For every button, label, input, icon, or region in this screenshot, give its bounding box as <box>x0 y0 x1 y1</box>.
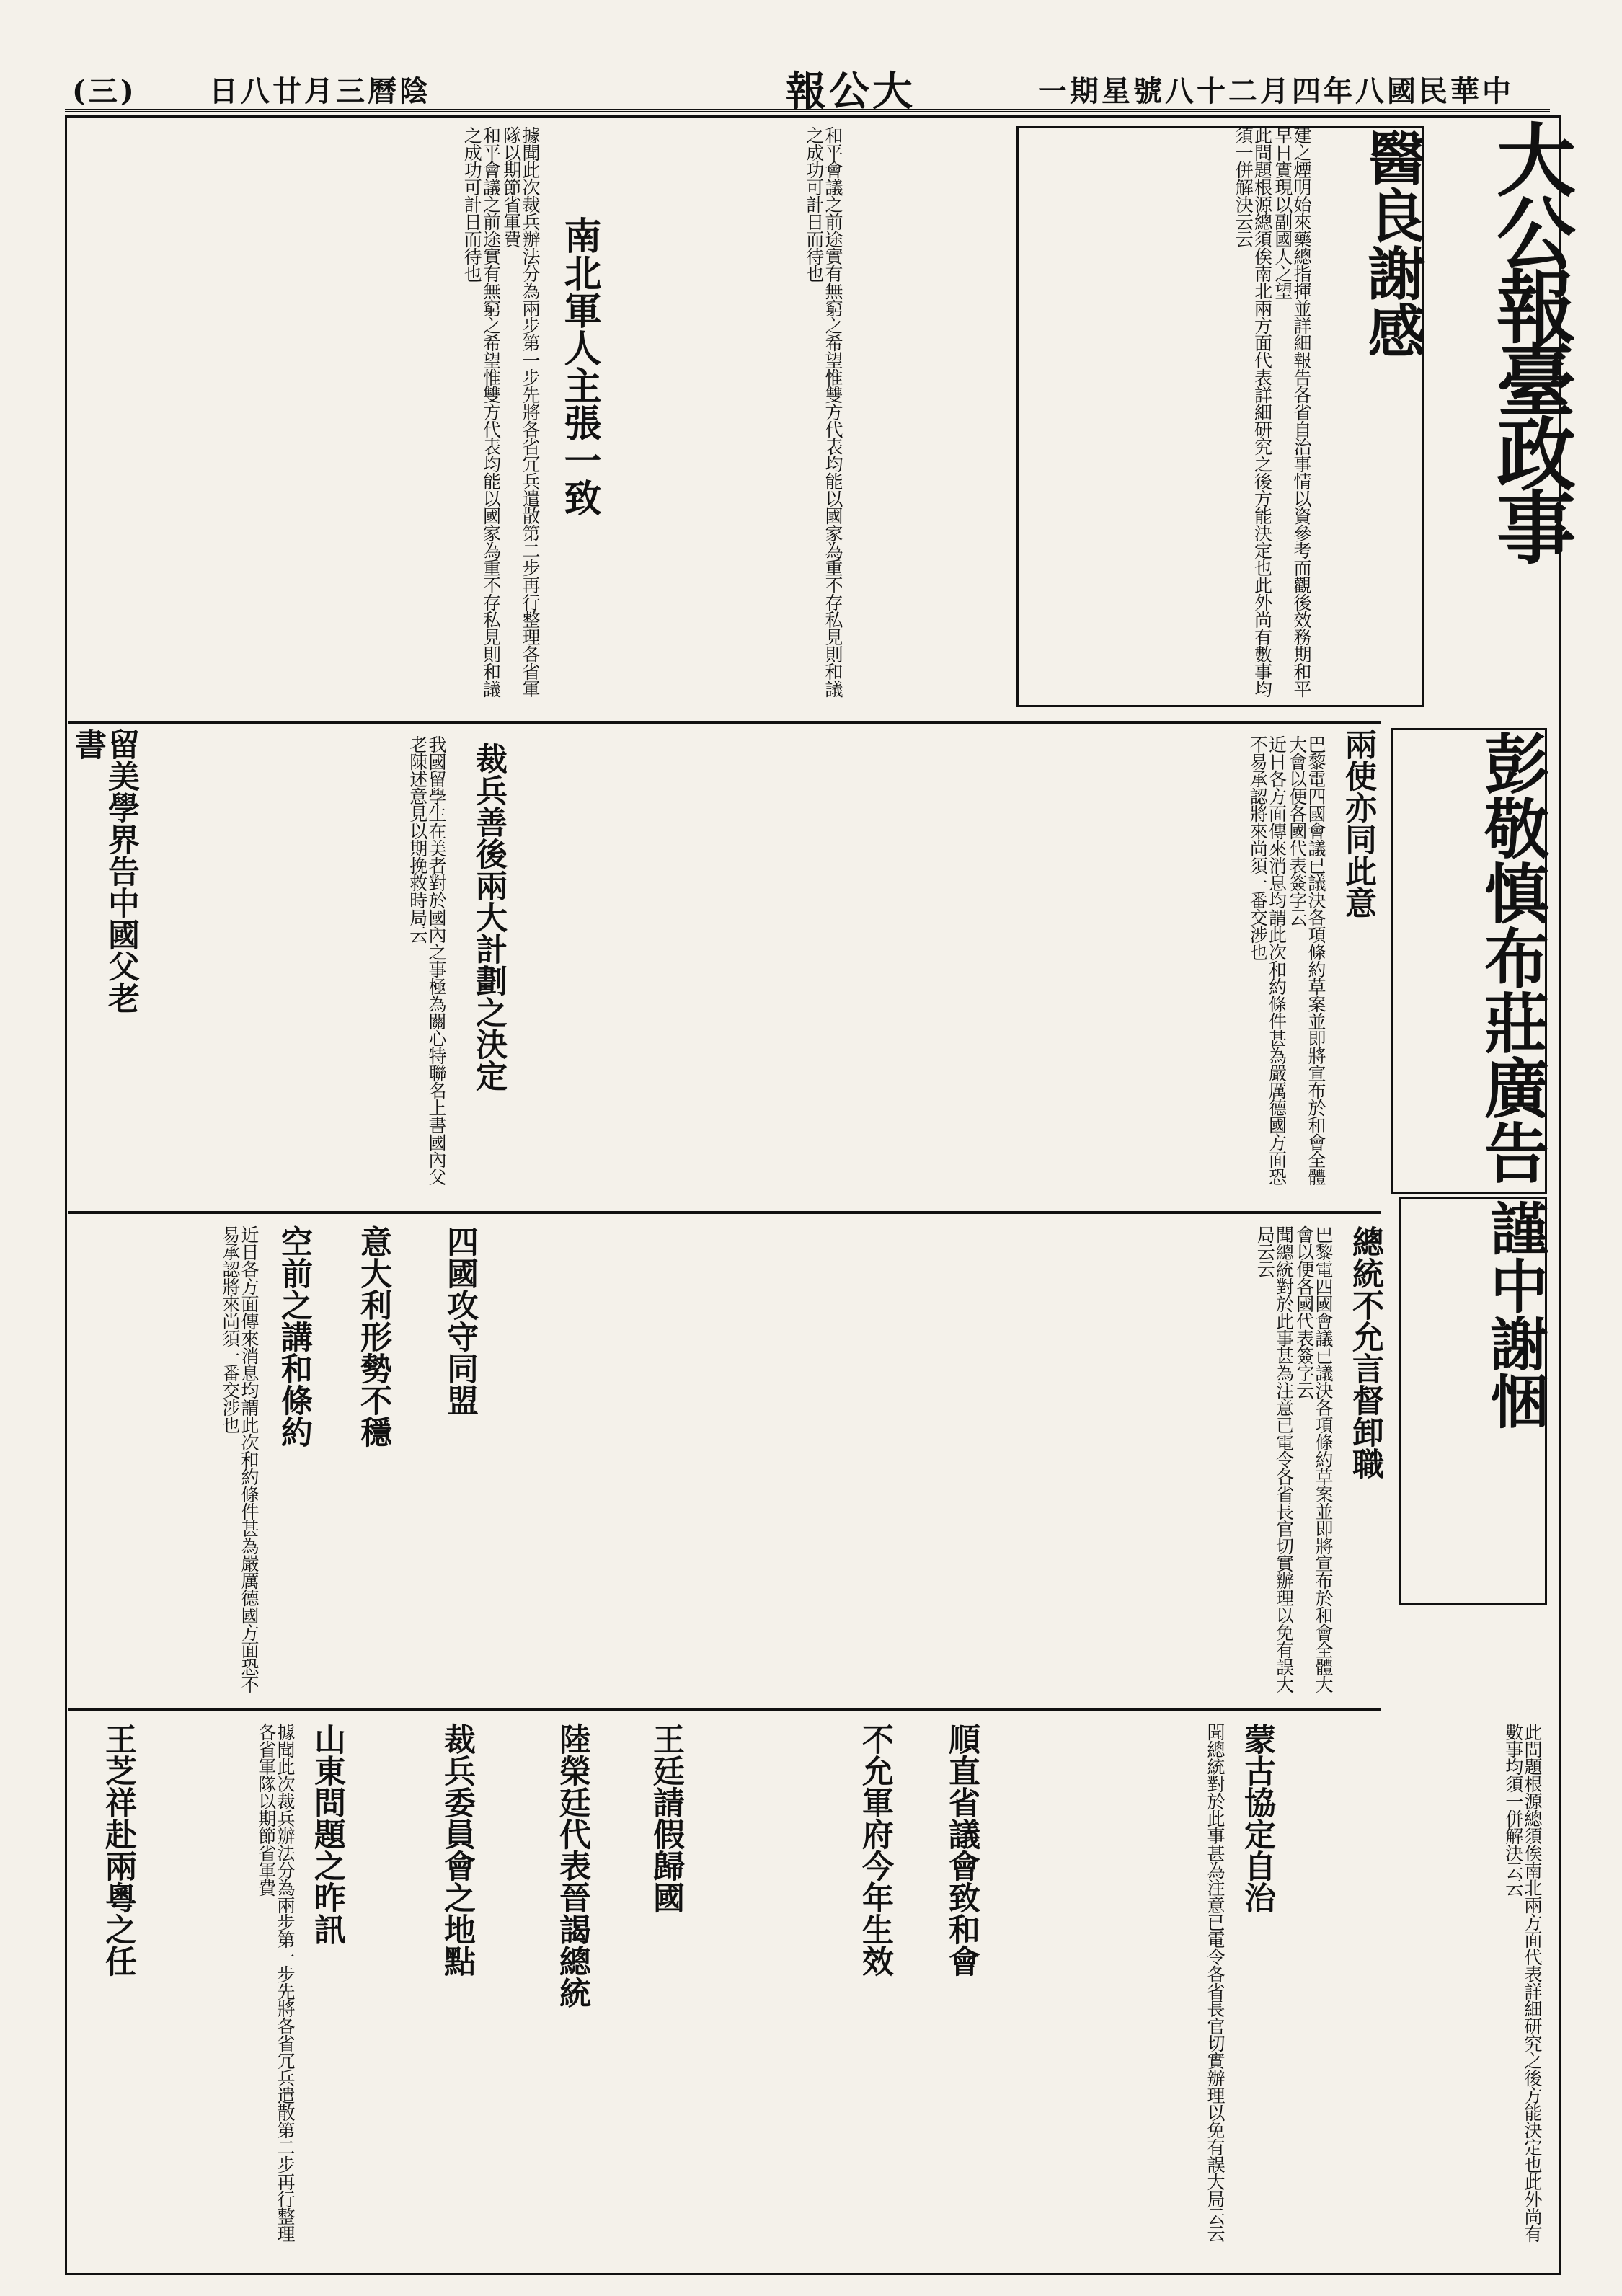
article-text: 和平會議之前途實有無窮之希望惟雙方代表均能以國家為重不存私見則和議之成功可計日而待也 <box>461 126 502 697</box>
headline-4: 意大利形勢不穩 <box>355 1225 391 1448</box>
article-col-10 <box>144 1723 296 2256</box>
article-text: 建之煙明始來藥總指揮並詳細報告各省自治事情以資參考而觀後效務期和平早日實現以副國人之望 <box>1272 126 1312 697</box>
headline-12: 王芝祥赴兩粵之任 <box>99 1723 136 1977</box>
page-header <box>65 68 1550 115</box>
ad-cloth <box>1391 728 1547 1194</box>
headline-7: 總統不允言督卸職 <box>1347 1225 1383 1479</box>
headline-13: 順直省議會致和會 <box>943 1723 980 1977</box>
article-text: 和平會議之前途實有無窮之希望惟雙方代表均能以國家為重不存私見則和議之成功可計日而待也 <box>803 126 843 697</box>
article-col-9 <box>1283 1723 1543 2256</box>
headline-10: 山東問題之昨訊 <box>309 1723 345 1945</box>
headline-6: 留美學界告中國父老書 <box>68 728 139 1014</box>
ad-thanks <box>1399 1197 1547 1605</box>
headline-14: 不允軍府今年生效 <box>856 1723 893 1977</box>
article-text: 此問題根源總須俟南北兩方面代表詳細研究之後方能決定也此外尚有數事均須一併解決云云 <box>1233 126 1273 697</box>
headline-5: 空前之講和條約 <box>275 1225 312 1448</box>
article-col-2 <box>613 126 843 710</box>
page-number: (三) <box>72 74 137 108</box>
ad-cloth-title: 彭敬慎布莊廣告 <box>1473 730 1549 1184</box>
headline-16: 陸榮廷代表晉謁總統 <box>554 1723 590 2008</box>
article-text: 巴黎電四國會議已議決各項條約草案並即將宣布於和會全體大會以便各國代表簽字云 <box>1286 735 1326 1185</box>
headline-2: 裁兵善後兩大計劃之決定 <box>470 743 507 1091</box>
article-text: 近日各方面傳來消息均謂此次和約條件甚為嚴厲德國方面恐不易承認將來尚須一番交涉也 <box>1247 735 1288 1185</box>
article-text: 聞總統對於此事甚為注意已電令各省長官切實辦理以免有誤大局云云 <box>1205 1723 1226 2242</box>
headline-1: 南北軍人主張一致 <box>557 216 601 516</box>
article-col-8 <box>988 1723 1226 2256</box>
headline-11: 裁兵委員會之地點 <box>438 1723 475 1977</box>
headline-15: 王廷請假歸國 <box>647 1723 684 1913</box>
lunar-date: 日八廿月三曆陰 <box>209 74 431 108</box>
divider-2 <box>68 1211 1381 1214</box>
article-text: 聞總統對於此事甚為注意已電令各省長官切實辦理以免有誤大局云云 <box>1254 1225 1295 1693</box>
paper-name: 報公大 <box>786 68 916 115</box>
article-col-1 <box>851 126 1312 710</box>
ad-doctor-title: 醫良謝感 <box>1358 128 1426 359</box>
article-text: 近日各方面傳來消息均謂此次和約條件甚為嚴厲德國方面恐不易承認將來尚須一番交涉也 <box>219 1225 260 1693</box>
ad-thanks-title: 謹中謝悃 <box>1481 1199 1548 1430</box>
article-text: 我國留學生在美者對於國內之事極為關心特聯名上書國內父老陳述意見以期挽救時局云 <box>407 735 447 1185</box>
article-col-4 <box>505 735 1326 1197</box>
article-text: 此問題根源總須俟南北兩方面代表詳細研究之後方能決定也此外尚有數事均須一併解決云云 <box>1502 1723 1543 2242</box>
article-col-5 <box>144 735 447 1197</box>
masthead-title: 大公報臺政事 <box>1484 119 1577 560</box>
headline-9: 蒙古協定自治 <box>1238 1723 1275 1913</box>
article-col-3 <box>72 126 541 710</box>
article-text: 據聞此次裁兵辦法分為兩步第一步先將各省冗兵遣散第二步再行整理各省軍隊以期節省軍費 <box>500 126 541 697</box>
article-col-7 <box>72 1225 260 1694</box>
headline-8: 兩使亦同此意 <box>1339 728 1376 918</box>
masthead <box>1463 119 1577 710</box>
divider-3 <box>68 1708 1381 1711</box>
article-text: 巴黎電四國會議已議決各項條約草案並即將宣布於和會全體大會以便各國代表簽字云 <box>1293 1225 1334 1693</box>
headline-3: 四國攻守同盟 <box>441 1225 478 1416</box>
article-text: 據聞此次裁兵辦法分為兩步第一步先將各省冗兵遣散第二步再行整理各省軍隊以期節省軍費 <box>255 1723 296 2242</box>
issue-number: 一期星號八十二月四年八國民華中 <box>1038 74 1514 108</box>
divider-1 <box>68 721 1381 724</box>
article-col-6 <box>490 1225 1334 1694</box>
